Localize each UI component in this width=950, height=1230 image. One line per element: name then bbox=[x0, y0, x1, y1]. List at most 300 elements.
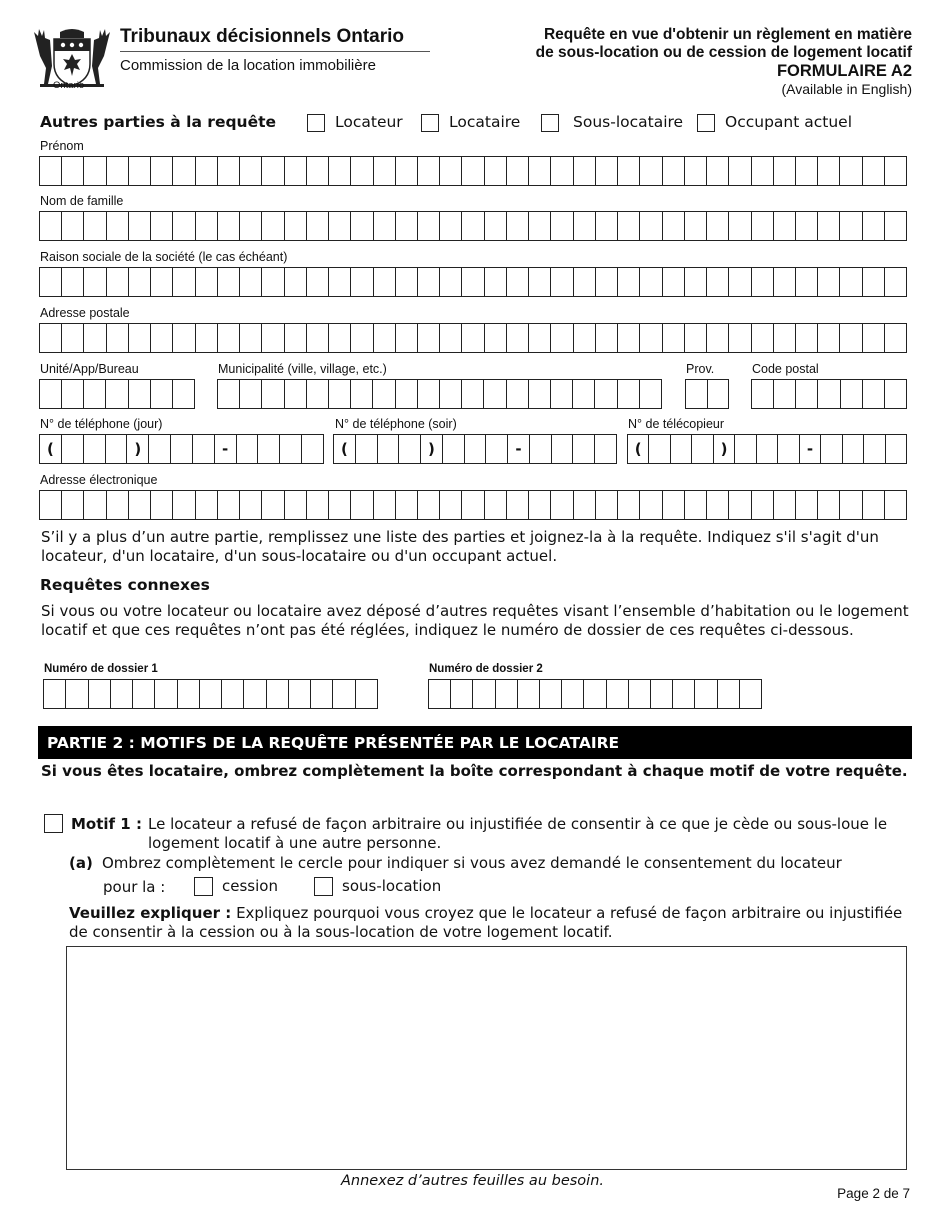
input-cell[interactable] bbox=[307, 491, 329, 519]
input-cell[interactable] bbox=[529, 380, 551, 408]
input-cell[interactable] bbox=[529, 157, 551, 185]
input-cell[interactable] bbox=[885, 491, 906, 519]
input-cell[interactable] bbox=[129, 380, 151, 408]
input-cell[interactable] bbox=[267, 680, 289, 708]
unit-field[interactable] bbox=[39, 379, 195, 409]
input-cell[interactable] bbox=[351, 380, 373, 408]
input-cell[interactable] bbox=[671, 435, 692, 463]
input-cell[interactable] bbox=[507, 157, 529, 185]
input-cell[interactable] bbox=[302, 435, 323, 463]
input-cell[interactable] bbox=[885, 157, 906, 185]
input-cell[interactable] bbox=[486, 435, 508, 463]
input-cell[interactable] bbox=[640, 157, 662, 185]
input-cell[interactable] bbox=[685, 324, 707, 352]
input-cell[interactable] bbox=[507, 212, 529, 240]
input-cell[interactable] bbox=[285, 491, 307, 519]
input-cell[interactable] bbox=[552, 435, 574, 463]
input-cell[interactable] bbox=[240, 491, 262, 519]
input-cell[interactable] bbox=[218, 380, 240, 408]
input-cell[interactable] bbox=[396, 157, 418, 185]
input-cell[interactable] bbox=[329, 324, 351, 352]
input-cell[interactable] bbox=[529, 324, 551, 352]
input-cell[interactable] bbox=[774, 212, 796, 240]
input-cell[interactable] bbox=[66, 680, 88, 708]
input-cell[interactable] bbox=[129, 324, 151, 352]
input-cell[interactable] bbox=[574, 324, 596, 352]
input-cell[interactable] bbox=[462, 380, 484, 408]
input-cell[interactable] bbox=[351, 324, 373, 352]
input-cell[interactable] bbox=[451, 680, 473, 708]
input-cell[interactable] bbox=[62, 212, 84, 240]
input-cell[interactable] bbox=[663, 324, 685, 352]
input-cell[interactable] bbox=[356, 680, 377, 708]
input-cell[interactable] bbox=[418, 324, 440, 352]
input-cell[interactable] bbox=[307, 212, 329, 240]
input-cell[interactable] bbox=[863, 212, 885, 240]
input-cell[interactable] bbox=[44, 680, 66, 708]
input-cell[interactable] bbox=[673, 680, 695, 708]
input-cell[interactable] bbox=[778, 435, 799, 463]
input-cell[interactable] bbox=[640, 212, 662, 240]
input-cell[interactable] bbox=[885, 212, 906, 240]
input-cell[interactable] bbox=[173, 157, 195, 185]
checkbox-sous-location[interactable] bbox=[314, 877, 333, 896]
input-cell[interactable] bbox=[818, 268, 840, 296]
input-cell[interactable] bbox=[62, 435, 84, 463]
input-cell[interactable] bbox=[686, 380, 708, 408]
input-cell[interactable] bbox=[752, 491, 774, 519]
input-cell[interactable] bbox=[584, 680, 606, 708]
input-cell[interactable] bbox=[196, 157, 218, 185]
input-cell[interactable] bbox=[529, 491, 551, 519]
input-cell[interactable] bbox=[262, 380, 284, 408]
input-cell[interactable] bbox=[193, 435, 215, 463]
input-cell[interactable] bbox=[718, 680, 740, 708]
input-cell[interactable] bbox=[774, 157, 796, 185]
input-cell[interactable] bbox=[240, 212, 262, 240]
input-cell[interactable] bbox=[440, 212, 462, 240]
input-cell[interactable] bbox=[573, 435, 595, 463]
input-cell[interactable] bbox=[574, 268, 596, 296]
input-cell[interactable] bbox=[151, 157, 173, 185]
input-cell[interactable] bbox=[429, 680, 451, 708]
input-cell[interactable] bbox=[311, 680, 333, 708]
input-cell[interactable] bbox=[818, 491, 840, 519]
input-cell[interactable] bbox=[218, 268, 240, 296]
input-cell[interactable] bbox=[111, 680, 133, 708]
input-cell[interactable] bbox=[218, 212, 240, 240]
input-cell[interactable] bbox=[821, 435, 842, 463]
input-cell[interactable] bbox=[485, 157, 507, 185]
input-cell[interactable] bbox=[551, 324, 573, 352]
input-cell[interactable] bbox=[843, 435, 864, 463]
input-cell[interactable] bbox=[663, 491, 685, 519]
input-cell[interactable] bbox=[574, 491, 596, 519]
input-cell[interactable] bbox=[629, 680, 651, 708]
file-number-1-field[interactable] bbox=[43, 679, 378, 709]
input-cell[interactable] bbox=[462, 212, 484, 240]
input-cell[interactable] bbox=[329, 212, 351, 240]
input-cell[interactable] bbox=[440, 380, 462, 408]
input-cell[interactable] bbox=[351, 268, 373, 296]
input-cell[interactable] bbox=[285, 212, 307, 240]
input-cell[interactable] bbox=[329, 491, 351, 519]
input-cell[interactable] bbox=[818, 380, 840, 408]
input-cell[interactable] bbox=[62, 491, 84, 519]
input-cell[interactable] bbox=[885, 324, 906, 352]
input-cell[interactable] bbox=[396, 324, 418, 352]
input-cell[interactable] bbox=[285, 380, 307, 408]
input-cell[interactable] bbox=[596, 324, 618, 352]
input-cell[interactable] bbox=[462, 491, 484, 519]
input-cell[interactable] bbox=[84, 268, 106, 296]
input-cell[interactable] bbox=[443, 435, 465, 463]
input-cell[interactable] bbox=[595, 435, 616, 463]
input-cell[interactable] bbox=[507, 380, 529, 408]
input-cell[interactable] bbox=[196, 268, 218, 296]
input-cell[interactable] bbox=[796, 268, 818, 296]
input-cell[interactable] bbox=[562, 680, 584, 708]
phone-evening-field[interactable] bbox=[333, 434, 617, 464]
input-cell[interactable] bbox=[106, 435, 128, 463]
input-cell[interactable] bbox=[551, 380, 573, 408]
input-cell[interactable] bbox=[262, 268, 284, 296]
input-cell[interactable] bbox=[507, 268, 529, 296]
input-cell[interactable] bbox=[649, 435, 670, 463]
input-cell[interactable] bbox=[840, 491, 862, 519]
checkbox-sous-locataire[interactable] bbox=[541, 114, 559, 132]
input-cell[interactable] bbox=[818, 212, 840, 240]
input-cell[interactable] bbox=[707, 212, 729, 240]
input-cell[interactable] bbox=[62, 380, 84, 408]
input-cell[interactable] bbox=[289, 680, 311, 708]
explanation-textarea[interactable] bbox=[66, 946, 907, 1170]
input-cell[interactable] bbox=[863, 491, 885, 519]
input-cell[interactable] bbox=[84, 380, 106, 408]
input-cell[interactable] bbox=[685, 491, 707, 519]
input-cell[interactable] bbox=[374, 268, 396, 296]
input-cell[interactable] bbox=[133, 680, 155, 708]
input-cell[interactable] bbox=[178, 680, 200, 708]
input-cell[interactable] bbox=[707, 157, 729, 185]
input-cell[interactable] bbox=[796, 491, 818, 519]
input-cell[interactable] bbox=[84, 212, 106, 240]
input-cell[interactable] bbox=[396, 268, 418, 296]
input-cell[interactable] bbox=[640, 491, 662, 519]
input-cell[interactable] bbox=[818, 157, 840, 185]
input-cell[interactable] bbox=[329, 268, 351, 296]
input-cell[interactable] bbox=[84, 435, 106, 463]
mailing-address-field[interactable] bbox=[39, 323, 907, 353]
first-name-field[interactable] bbox=[39, 156, 907, 186]
input-cell[interactable] bbox=[218, 491, 240, 519]
input-cell[interactable] bbox=[640, 380, 661, 408]
input-cell[interactable] bbox=[729, 157, 751, 185]
input-cell[interactable] bbox=[200, 680, 222, 708]
input-cell[interactable] bbox=[418, 380, 440, 408]
input-cell[interactable] bbox=[651, 680, 673, 708]
input-cell[interactable] bbox=[151, 491, 173, 519]
input-cell[interactable] bbox=[351, 212, 373, 240]
input-cell[interactable] bbox=[485, 268, 507, 296]
input-cell[interactable] bbox=[618, 324, 640, 352]
input-cell[interactable] bbox=[707, 491, 729, 519]
input-cell[interactable] bbox=[173, 324, 195, 352]
checkbox-occupant-actuel[interactable] bbox=[697, 114, 715, 132]
input-cell[interactable] bbox=[399, 435, 421, 463]
input-cell[interactable] bbox=[307, 268, 329, 296]
input-cell[interactable] bbox=[262, 491, 284, 519]
input-cell[interactable] bbox=[707, 324, 729, 352]
input-cell[interactable] bbox=[440, 157, 462, 185]
input-cell[interactable] bbox=[708, 380, 729, 408]
input-cell[interactable] bbox=[240, 324, 262, 352]
input-cell[interactable] bbox=[378, 435, 400, 463]
input-cell[interactable] bbox=[62, 324, 84, 352]
input-cell[interactable] bbox=[40, 157, 62, 185]
input-cell[interactable] bbox=[692, 435, 713, 463]
input-cell[interactable] bbox=[618, 380, 640, 408]
input-cell[interactable] bbox=[262, 212, 284, 240]
input-cell[interactable] bbox=[374, 491, 396, 519]
input-cell[interactable] bbox=[218, 324, 240, 352]
input-cell[interactable] bbox=[106, 380, 128, 408]
checkbox-motif-1[interactable] bbox=[44, 814, 63, 833]
input-cell[interactable] bbox=[396, 491, 418, 519]
input-cell[interactable] bbox=[173, 268, 195, 296]
input-cell[interactable] bbox=[307, 380, 329, 408]
input-cell[interactable] bbox=[129, 268, 151, 296]
input-cell[interactable] bbox=[151, 212, 173, 240]
input-cell[interactable] bbox=[618, 268, 640, 296]
input-cell[interactable] bbox=[84, 491, 106, 519]
input-cell[interactable] bbox=[155, 680, 177, 708]
input-cell[interactable] bbox=[574, 157, 596, 185]
input-cell[interactable] bbox=[418, 268, 440, 296]
input-cell[interactable] bbox=[374, 324, 396, 352]
input-cell[interactable] bbox=[129, 212, 151, 240]
checkbox-locataire[interactable] bbox=[421, 114, 439, 132]
input-cell[interactable] bbox=[151, 268, 173, 296]
input-cell[interactable] bbox=[396, 212, 418, 240]
input-cell[interactable] bbox=[886, 435, 906, 463]
phone-day-field[interactable] bbox=[39, 434, 324, 464]
input-cell[interactable] bbox=[329, 380, 351, 408]
input-cell[interactable] bbox=[485, 324, 507, 352]
input-cell[interactable] bbox=[596, 491, 618, 519]
input-cell[interactable] bbox=[551, 212, 573, 240]
input-cell[interactable] bbox=[551, 268, 573, 296]
input-cell[interactable] bbox=[540, 680, 562, 708]
input-cell[interactable] bbox=[530, 435, 552, 463]
input-cell[interactable] bbox=[418, 212, 440, 240]
input-cell[interactable] bbox=[507, 324, 529, 352]
input-cell[interactable] bbox=[222, 680, 244, 708]
input-cell[interactable] bbox=[240, 157, 262, 185]
input-cell[interactable] bbox=[107, 324, 129, 352]
input-cell[interactable] bbox=[840, 212, 862, 240]
input-cell[interactable] bbox=[640, 268, 662, 296]
input-cell[interactable] bbox=[841, 380, 863, 408]
municipality-field[interactable] bbox=[217, 379, 662, 409]
input-cell[interactable] bbox=[640, 324, 662, 352]
input-cell[interactable] bbox=[864, 435, 885, 463]
input-cell[interactable] bbox=[107, 491, 129, 519]
input-cell[interactable] bbox=[729, 212, 751, 240]
input-cell[interactable] bbox=[752, 268, 774, 296]
input-cell[interactable] bbox=[752, 324, 774, 352]
input-cell[interactable] bbox=[685, 157, 707, 185]
input-cell[interactable] bbox=[40, 491, 62, 519]
input-cell[interactable] bbox=[729, 491, 751, 519]
input-cell[interactable] bbox=[529, 212, 551, 240]
input-cell[interactable] bbox=[440, 324, 462, 352]
input-cell[interactable] bbox=[618, 212, 640, 240]
input-cell[interactable] bbox=[796, 212, 818, 240]
input-cell[interactable] bbox=[40, 380, 62, 408]
input-cell[interactable] bbox=[218, 157, 240, 185]
input-cell[interactable] bbox=[329, 157, 351, 185]
input-cell[interactable] bbox=[418, 491, 440, 519]
input-cell[interactable] bbox=[129, 157, 151, 185]
input-cell[interactable] bbox=[574, 212, 596, 240]
input-cell[interactable] bbox=[735, 435, 756, 463]
input-cell[interactable] bbox=[351, 157, 373, 185]
checkbox-cession[interactable] bbox=[194, 877, 213, 896]
input-cell[interactable] bbox=[84, 157, 106, 185]
input-cell[interactable] bbox=[40, 212, 62, 240]
input-cell[interactable] bbox=[885, 268, 906, 296]
last-name-field[interactable] bbox=[39, 211, 907, 241]
input-cell[interactable] bbox=[129, 491, 151, 519]
input-cell[interactable] bbox=[863, 324, 885, 352]
input-cell[interactable] bbox=[663, 157, 685, 185]
input-cell[interactable] bbox=[618, 157, 640, 185]
checkbox-locateur[interactable] bbox=[307, 114, 325, 132]
input-cell[interactable] bbox=[262, 324, 284, 352]
input-cell[interactable] bbox=[796, 157, 818, 185]
input-cell[interactable] bbox=[484, 380, 506, 408]
input-cell[interactable] bbox=[240, 268, 262, 296]
input-cell[interactable] bbox=[885, 380, 906, 408]
input-cell[interactable] bbox=[374, 157, 396, 185]
input-cell[interactable] bbox=[485, 212, 507, 240]
input-cell[interactable] bbox=[774, 491, 796, 519]
input-cell[interactable] bbox=[473, 680, 495, 708]
input-cell[interactable] bbox=[374, 212, 396, 240]
input-cell[interactable] bbox=[573, 380, 595, 408]
input-cell[interactable] bbox=[551, 491, 573, 519]
company-field[interactable] bbox=[39, 267, 907, 297]
input-cell[interactable] bbox=[695, 680, 717, 708]
input-cell[interactable] bbox=[258, 435, 280, 463]
input-cell[interactable] bbox=[496, 680, 518, 708]
input-cell[interactable] bbox=[607, 680, 629, 708]
input-cell[interactable] bbox=[173, 212, 195, 240]
input-cell[interactable] bbox=[796, 380, 818, 408]
input-cell[interactable] bbox=[707, 268, 729, 296]
input-cell[interactable] bbox=[551, 157, 573, 185]
input-cell[interactable] bbox=[818, 324, 840, 352]
input-cell[interactable] bbox=[863, 380, 885, 408]
input-cell[interactable] bbox=[774, 380, 796, 408]
input-cell[interactable] bbox=[107, 212, 129, 240]
province-field[interactable] bbox=[685, 379, 729, 409]
input-cell[interactable] bbox=[729, 268, 751, 296]
input-cell[interactable] bbox=[529, 268, 551, 296]
input-cell[interactable] bbox=[151, 380, 173, 408]
input-cell[interactable] bbox=[173, 491, 195, 519]
input-cell[interactable] bbox=[84, 324, 106, 352]
input-cell[interactable] bbox=[356, 435, 378, 463]
input-cell[interactable] bbox=[663, 268, 685, 296]
input-cell[interactable] bbox=[107, 268, 129, 296]
input-cell[interactable] bbox=[89, 680, 111, 708]
input-cell[interactable] bbox=[149, 435, 171, 463]
input-cell[interactable] bbox=[373, 380, 395, 408]
input-cell[interactable] bbox=[618, 491, 640, 519]
input-cell[interactable] bbox=[740, 680, 761, 708]
input-cell[interactable] bbox=[440, 491, 462, 519]
input-cell[interactable] bbox=[774, 268, 796, 296]
input-cell[interactable] bbox=[107, 157, 129, 185]
input-cell[interactable] bbox=[752, 157, 774, 185]
input-cell[interactable] bbox=[440, 268, 462, 296]
input-cell[interactable] bbox=[196, 491, 218, 519]
input-cell[interactable] bbox=[774, 324, 796, 352]
input-cell[interactable] bbox=[595, 380, 617, 408]
fax-field[interactable] bbox=[627, 434, 907, 464]
input-cell[interactable] bbox=[596, 212, 618, 240]
input-cell[interactable] bbox=[462, 324, 484, 352]
input-cell[interactable] bbox=[307, 157, 329, 185]
input-cell[interactable] bbox=[863, 157, 885, 185]
input-cell[interactable] bbox=[171, 435, 193, 463]
input-cell[interactable] bbox=[196, 212, 218, 240]
postal-code-field[interactable] bbox=[751, 379, 907, 409]
input-cell[interactable] bbox=[173, 380, 194, 408]
input-cell[interactable] bbox=[396, 380, 418, 408]
input-cell[interactable] bbox=[796, 324, 818, 352]
input-cell[interactable] bbox=[285, 324, 307, 352]
input-cell[interactable] bbox=[285, 157, 307, 185]
input-cell[interactable] bbox=[462, 157, 484, 185]
input-cell[interactable] bbox=[757, 435, 778, 463]
input-cell[interactable] bbox=[729, 324, 751, 352]
input-cell[interactable] bbox=[863, 268, 885, 296]
input-cell[interactable] bbox=[240, 380, 262, 408]
input-cell[interactable] bbox=[596, 157, 618, 185]
input-cell[interactable] bbox=[62, 268, 84, 296]
email-field[interactable] bbox=[39, 490, 907, 520]
input-cell[interactable] bbox=[418, 157, 440, 185]
input-cell[interactable] bbox=[237, 435, 259, 463]
input-cell[interactable] bbox=[62, 157, 84, 185]
input-cell[interactable] bbox=[596, 268, 618, 296]
input-cell[interactable] bbox=[507, 491, 529, 519]
input-cell[interactable] bbox=[663, 212, 685, 240]
input-cell[interactable] bbox=[196, 324, 218, 352]
input-cell[interactable] bbox=[151, 324, 173, 352]
input-cell[interactable] bbox=[462, 268, 484, 296]
input-cell[interactable] bbox=[40, 324, 62, 352]
file-number-2-field[interactable] bbox=[428, 679, 762, 709]
input-cell[interactable] bbox=[307, 324, 329, 352]
input-cell[interactable] bbox=[280, 435, 302, 463]
input-cell[interactable] bbox=[840, 268, 862, 296]
input-cell[interactable] bbox=[262, 157, 284, 185]
input-cell[interactable] bbox=[685, 212, 707, 240]
